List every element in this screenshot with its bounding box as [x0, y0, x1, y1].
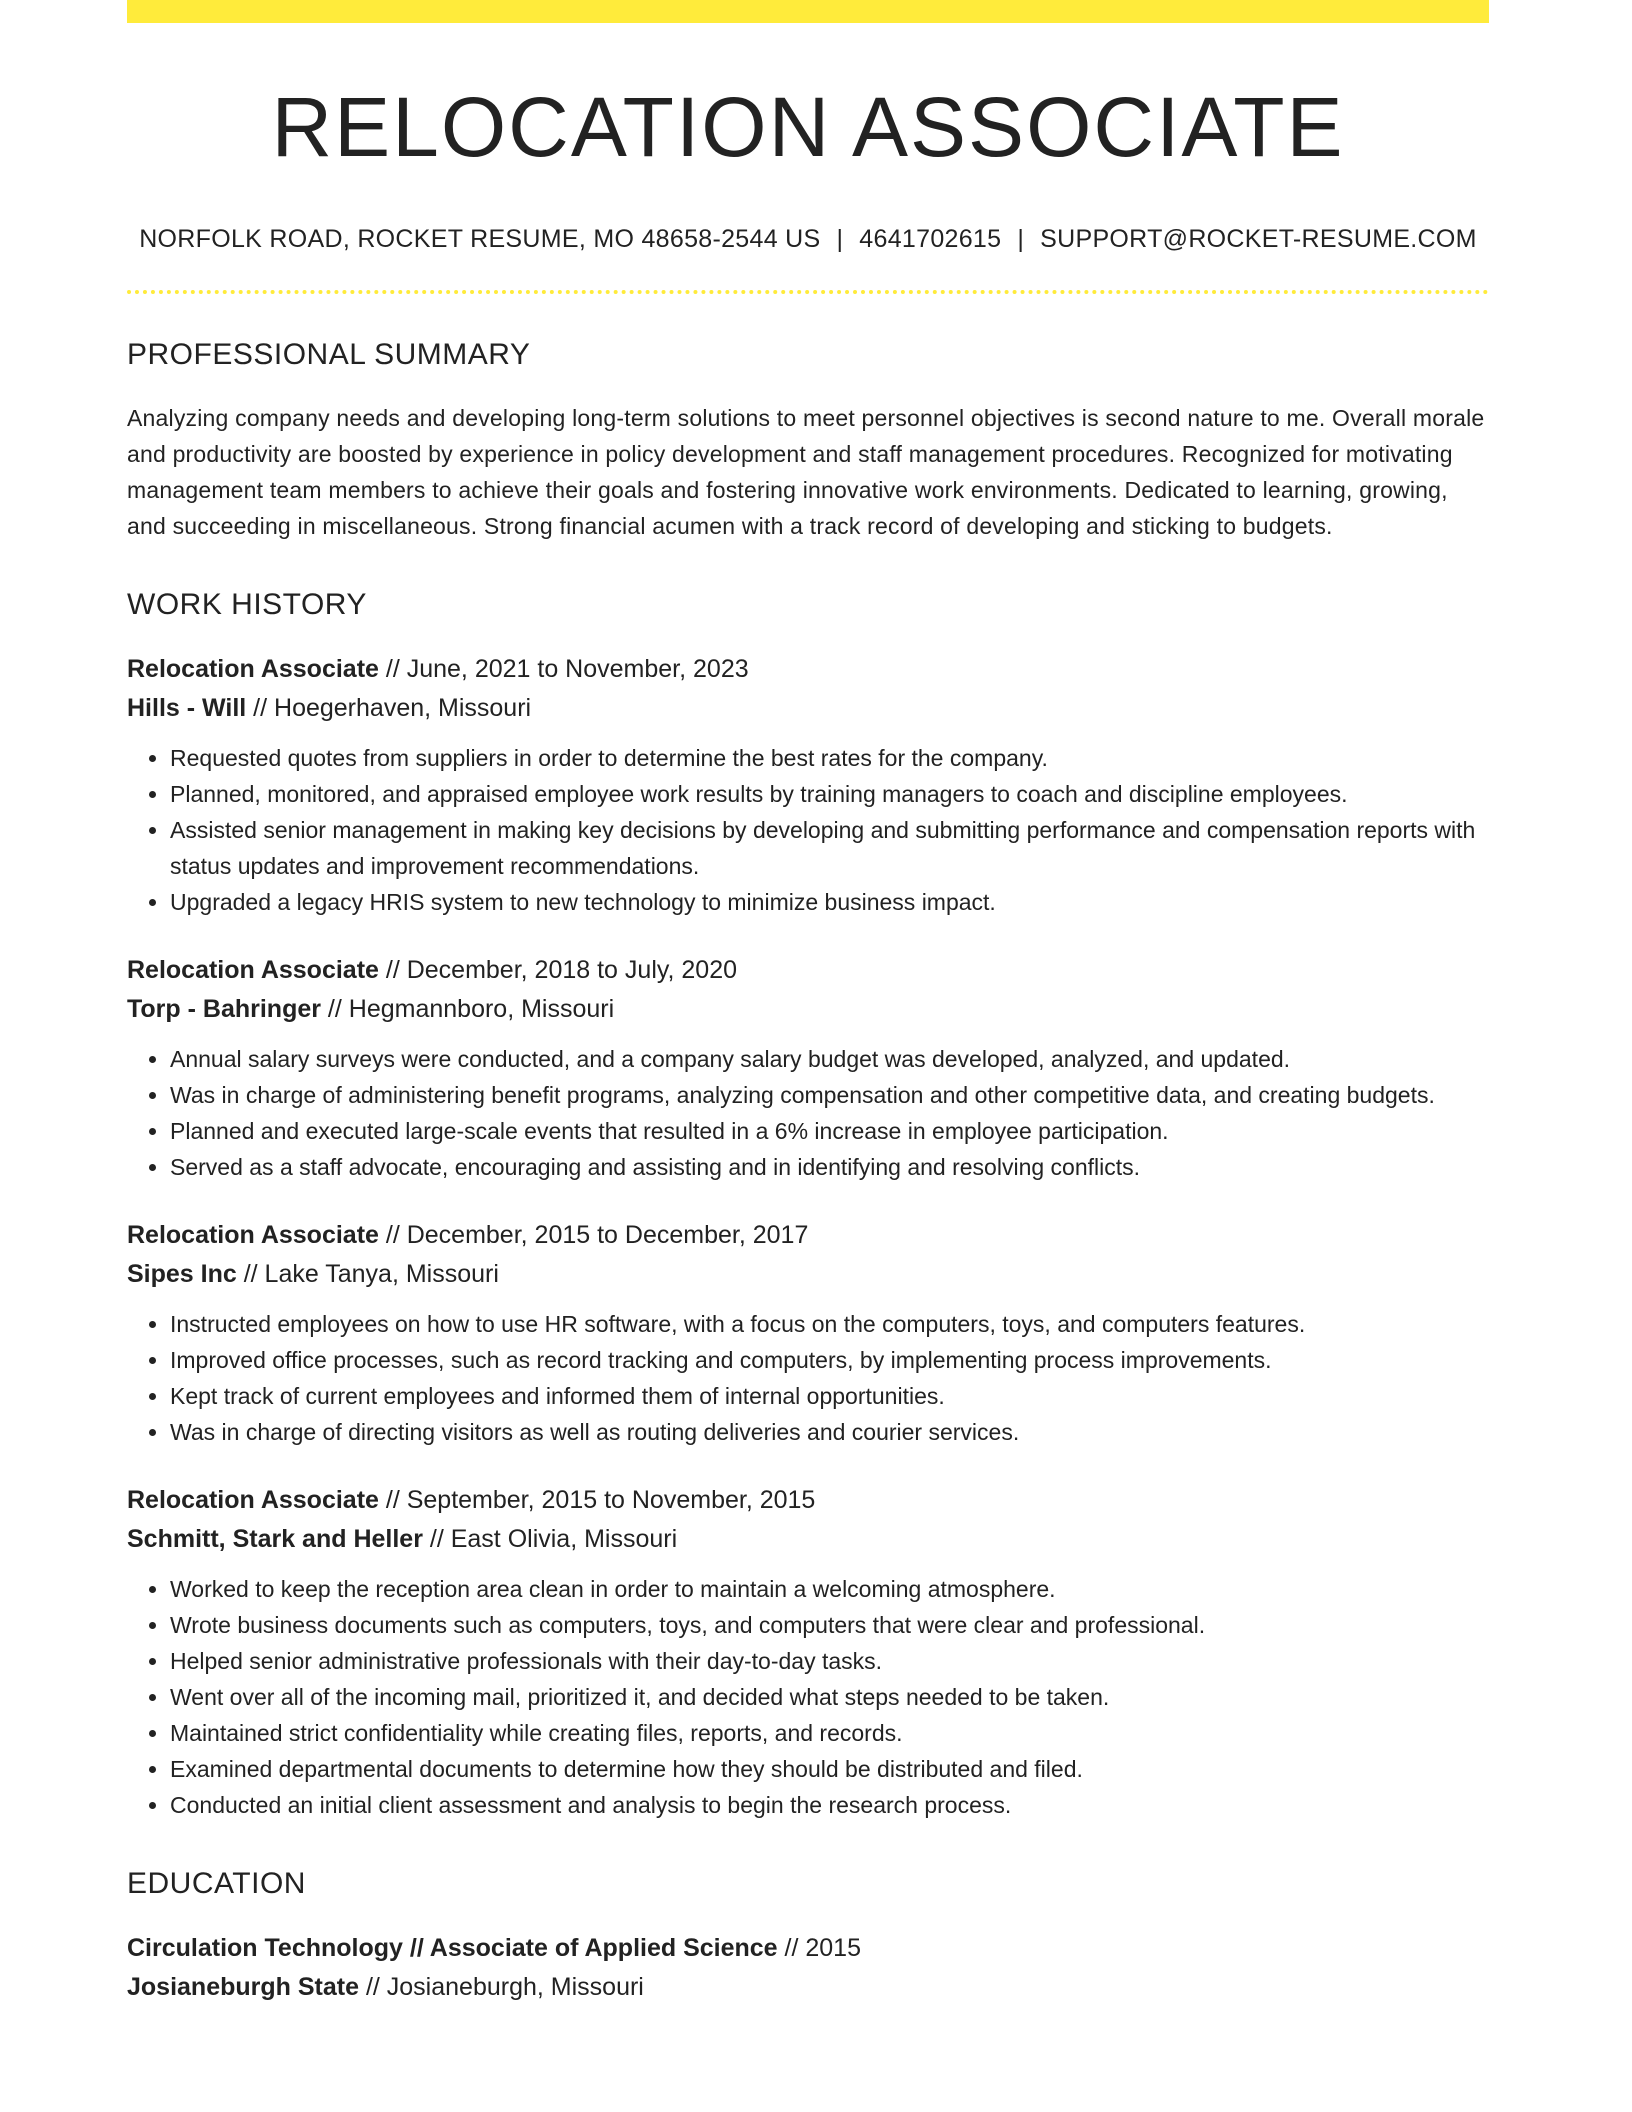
job-entry	[127, 1481, 1489, 1823]
contact-separator: |	[836, 225, 844, 254]
job-bullet: • Was in charge of directing visitors as well as routing deliveries and courier services.	[170, 1414, 1489, 1450]
work-section-title: WORK HISTORY	[127, 588, 367, 622]
job-bullet: • Planned and executed large-scale events that resulted in a 6% increase in employee participation.	[170, 1113, 1489, 1149]
job-bullet: • Kept track of current employees and informed them of internal opportunities.	[170, 1378, 1489, 1414]
job-bullet: • Conducted an initial client assessment and analysis to begin the research process.	[170, 1787, 1489, 1823]
job-company: Torp - Bahringer	[127, 995, 321, 1024]
job-bullet: • Helped senior administrative professionals with their day-to-day tasks.	[170, 1643, 1489, 1679]
job-bullet: • Annual salary surveys were conducted, and a company salary budget was developed, analyzed, and updated.	[170, 1041, 1489, 1077]
contact-phone: 4641702615	[859, 225, 1002, 254]
top-accent-bar	[127, 0, 1489, 23]
company-line	[127, 1255, 1489, 1294]
job-location: // Hegmannboro, Missouri	[320, 995, 615, 1024]
job-dates: // September, 2015 to November, 2015	[378, 1486, 816, 1515]
education-school: Josianeburgh State	[127, 1973, 359, 2002]
job-entry	[127, 951, 1489, 1185]
job-bullet: • Went over all of the incoming mail, prioritized it, and decided what steps needed to be taken.	[170, 1679, 1489, 1715]
education-entry	[127, 1929, 1489, 2007]
job-bullet: • Served as a staff advocate, encouraging and assisting and in identifying and resolving conflicts.	[170, 1149, 1489, 1185]
company-line	[127, 1520, 1489, 1559]
job-bullet: • Maintained strict confidentiality while creating files, reports, and records.	[170, 1715, 1489, 1751]
company-line	[127, 990, 1489, 1029]
job-role: Relocation Associate	[127, 1486, 379, 1515]
job-dates: // June, 2021 to November, 2023	[378, 655, 749, 684]
job-entry	[127, 1216, 1489, 1450]
job-title-line	[127, 951, 1489, 990]
contact-separator: |	[1017, 225, 1025, 254]
job-location: // East Olivia, Missouri	[422, 1525, 678, 1554]
job-dates: // December, 2015 to December, 2017	[378, 1221, 809, 1250]
resume-name: RELOCATION ASSOCIATE	[271, 80, 1345, 174]
job-role: Relocation Associate	[127, 655, 379, 684]
education-location: // Josianeburgh, Missouri	[359, 1973, 644, 2002]
job-bullet: • Instructed employees on how to use HR software, with a focus on the computers, toys, and computers features.	[170, 1306, 1489, 1342]
job-bullet: • Was in charge of administering benefit programs, analyzing compensation and other competitive data, and creating budgets.	[170, 1077, 1489, 1113]
job-bullet: • Upgraded a legacy HRIS system to new technology to minimize business impact.	[170, 884, 1489, 920]
job-role: Relocation Associate	[127, 956, 379, 985]
job-title-line	[127, 650, 1489, 689]
education-school-line	[127, 1968, 1489, 2007]
job-location: // Lake Tanya, Missouri	[236, 1260, 499, 1289]
job-bullet: • Wrote business documents such as computers, toys, and computers that were clear and professional.	[170, 1607, 1489, 1643]
job-title-line	[127, 1481, 1489, 1520]
job-company: Hills - Will	[127, 694, 247, 723]
job-company: Sipes Inc	[127, 1260, 237, 1289]
company-line	[127, 689, 1489, 728]
education-year: // 2015	[777, 1934, 861, 1963]
contact-email[interactable]: SUPPORT@ROCKET-RESUME.COM	[1040, 225, 1477, 254]
contact-address: NORFOLK ROAD, ROCKET RESUME, MO 48658-2544 US	[139, 225, 821, 254]
summary-text: Analyzing company needs and developing long-term solutions to meet personnel objectives is second nature to me. Overall morale and productivity are boosted by experience in policy development and staff management procedures. Recognized for motivating management team members to achieve their goals and fostering innovative work environments. Dedicated to learning, growing, and succeeding in miscellaneous. Strong financial acumen with a track record of developing and sticking to budgets.	[127, 405, 1485, 540]
job-role: Relocation Associate	[127, 1221, 379, 1250]
dotted-divider	[127, 290, 1489, 294]
job-bullets	[127, 1041, 1489, 1185]
job-bullets	[127, 1571, 1489, 1823]
job-bullet: • Assisted senior management in making key decisions by developing and submitting performance and compensation reports with status updates and improvement recommendations.	[170, 812, 1489, 884]
job-dates: // December, 2018 to July, 2020	[378, 956, 738, 985]
job-bullet: • Requested quotes from suppliers in order to determine the best rates for the company.	[170, 740, 1489, 776]
job-company: Schmitt, Stark and Heller	[127, 1525, 423, 1554]
job-entry	[127, 650, 1489, 920]
education-degree: Circulation Technology // Associate of Applied Science	[127, 1934, 778, 1963]
resume-page	[127, 0, 1489, 2007]
job-bullet: • Planned, monitored, and appraised employee work results by training managers to coach and discipline employees.	[170, 776, 1489, 812]
job-bullet: • Examined departmental documents to determine how they should be distributed and filed.	[170, 1751, 1489, 1787]
job-title-line	[127, 1216, 1489, 1255]
job-location: // Hoegerhaven, Missouri	[246, 694, 532, 723]
summary-section-title: PROFESSIONAL SUMMARY	[127, 338, 531, 372]
job-bullets	[127, 740, 1489, 920]
job-bullets	[127, 1306, 1489, 1450]
education-degree-line	[127, 1929, 1489, 1968]
job-bullet: • Worked to keep the reception area clean in order to maintain a welcoming atmosphere.	[170, 1571, 1489, 1607]
job-bullet: • Improved office processes, such as record tracking and computers, by implementing process improvements.	[170, 1342, 1489, 1378]
contact-line	[127, 225, 1489, 254]
education-section-title: EDUCATION	[127, 1867, 306, 1901]
